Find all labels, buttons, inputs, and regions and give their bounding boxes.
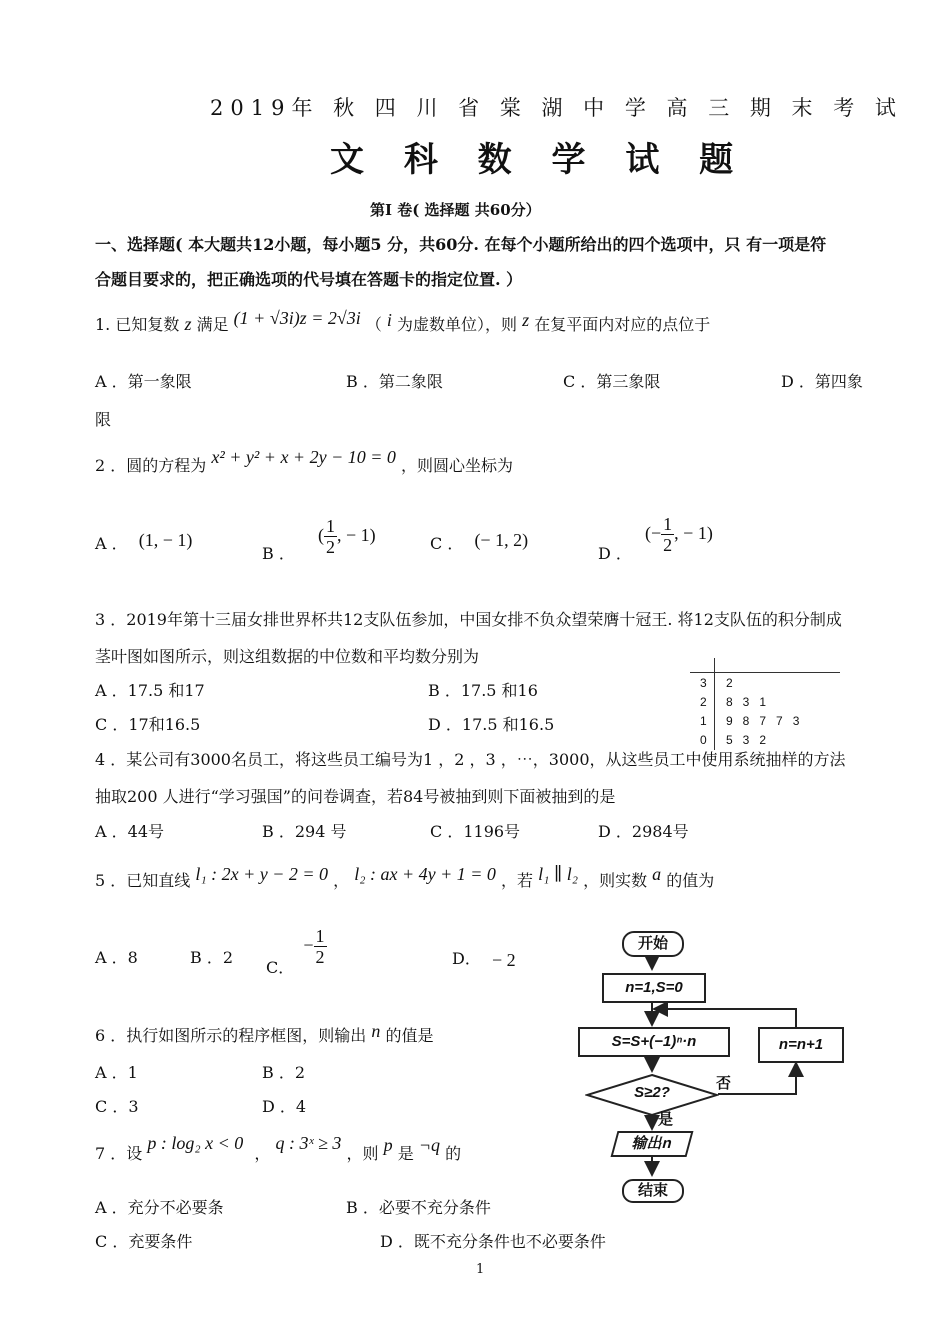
q2-text: 2 ．圆的方程为 xyxy=(95,456,207,475)
page-number: 1 xyxy=(476,1262,485,1277)
stem-leaf-plot xyxy=(690,658,860,750)
question-2 xyxy=(95,447,513,476)
q5-c-label: C． xyxy=(266,958,295,977)
q6-option-a: A ．1 xyxy=(95,1063,138,1082)
q5-line-l2: l₂ : ax + 4y + 1 = 0 xyxy=(354,864,496,884)
q3-option-c: C ．17和16.5 xyxy=(95,715,201,734)
q5-a: a xyxy=(652,864,662,884)
q2-d-denominator: 2 xyxy=(663,535,673,555)
q7-p: p xyxy=(383,1135,393,1155)
q5-c-sign: − xyxy=(303,935,314,955)
q3-option-b: B ．17.5 和16 xyxy=(428,681,538,700)
q4-option-d: D ．2984号 xyxy=(598,822,689,841)
q6-n: n xyxy=(371,1021,381,1041)
page-title: 文 科 数 学 试 题 xyxy=(330,140,748,180)
stem-value: 3 xyxy=(700,676,707,690)
q7-not-q: ¬q xyxy=(418,1135,440,1155)
q2-text: ，则圆心坐标为 xyxy=(400,456,513,475)
q2-option-d xyxy=(598,514,713,563)
q7-p-definition: p : log₂ x < 0 xyxy=(147,1133,244,1153)
flowchart-condition: S≥2? xyxy=(634,1084,670,1101)
q2-b-label: B ． xyxy=(262,544,295,563)
q7-text: ，则 xyxy=(346,1144,379,1163)
instructions-line-2: 合题目要求的，把正确选项的代号填在答题卡的指定位置. ） xyxy=(95,270,523,289)
q2-option-b: B ． ( $\frac{1}{2}$ , − 1) xyxy=(262,516,376,563)
flowchart-update-s: S=S+(−1)ⁿ·n xyxy=(578,1027,730,1057)
q1-text: （ xyxy=(365,315,382,334)
q5-parallel: l₁ ∥ l₂ xyxy=(538,864,578,884)
q5-option-d xyxy=(452,948,516,969)
leaf-values: 2 xyxy=(726,676,733,690)
leaf-values: 9 8 7 7 3 xyxy=(726,714,800,728)
q2-d-pre: (− xyxy=(645,523,662,543)
q1-option-a: A ．第一象限 xyxy=(95,372,192,391)
q5-c-denominator: 2 xyxy=(315,947,325,967)
question-7 xyxy=(95,1133,462,1164)
q1-i: i xyxy=(386,310,392,330)
q1-text: 在复平面内对应的点位于 xyxy=(534,315,711,334)
q5-option-a: A ．8 xyxy=(95,948,138,967)
flowchart-yes-label: 是 xyxy=(658,1110,674,1128)
q1-text: 1. 已知复数 xyxy=(95,315,180,334)
leaf-values: 8 3 1 xyxy=(726,695,767,709)
q5-line-l1: l₁ : 2x + y − 2 = 0 xyxy=(195,864,329,884)
q2-b-denominator: 2 xyxy=(325,537,335,557)
q1-option-d-cont: 限 xyxy=(95,410,112,429)
question-5 xyxy=(95,864,715,891)
q5-d-label: D． xyxy=(452,949,481,968)
q2-a-value: (1, − 1) xyxy=(138,530,193,550)
leaf-values: 5 3 2 xyxy=(726,733,767,747)
q5-text: ， xyxy=(333,871,350,890)
q5-text: 的值为 xyxy=(666,871,715,890)
part-heading: 第I 卷( 选择题 共60分） xyxy=(370,201,541,219)
q1-text: 满足 xyxy=(196,315,229,334)
instructions-line-1: 一、选择题( 本大题共12小题，每小题5 分，共60分. 在每个小题所给出的四个选项中，只 有一项是符 xyxy=(95,235,827,254)
q2-c-label: C ． xyxy=(430,534,464,553)
flowchart-init: n=1,S=0 xyxy=(602,973,706,1003)
flowchart-end: 结束 xyxy=(622,1179,684,1203)
q2-a-label: A ． xyxy=(95,534,128,553)
q2-d-numerator: 1 xyxy=(663,514,673,534)
q5-c-numerator: 1 xyxy=(315,926,325,946)
question-1 xyxy=(95,308,711,335)
flowchart-update-n: n=n+1 xyxy=(758,1027,844,1063)
q1-option-d: D ．第四象 xyxy=(781,372,863,391)
q4-option-a: A ．44号 xyxy=(95,822,165,841)
q3-option-d: D ．17.5 和16.5 xyxy=(428,715,555,734)
q2-equation: x² + y² + x + 2y − 10 = 0 xyxy=(211,447,396,467)
q6-text: 6 ．执行如图所示的程序框图，则输出 xyxy=(95,1026,367,1045)
q1-text: 为虚数单位），则 xyxy=(397,315,518,334)
flowchart-output: 输出n xyxy=(611,1131,694,1157)
q7-text: 7 ．设 xyxy=(95,1144,143,1163)
q7-option-c: C ．充要条件 xyxy=(95,1232,193,1251)
q7-q-definition: q : 3ˣ ≥ 3 xyxy=(275,1133,342,1153)
q4-line-1: 4 ．某公司有3000名员工，将这些员工编号为1 ，2 ，3 ，⋯，3000，从这些员工中使用系统抽样的方法 xyxy=(95,750,846,769)
q3-line-1: 3 ．2019年第十三届女排世界杯共12支队伍参加，中国女排不负众望荣膺十冠王. 将12支队伍的积分制成 xyxy=(95,610,842,629)
q2-b-rest: , − 1) xyxy=(336,525,376,545)
q6-option-b: B ．2 xyxy=(262,1063,306,1082)
q1-option-b: B ．第二象限 xyxy=(346,372,443,391)
q5-option-b: B ．2 xyxy=(190,948,234,967)
q3-line-2: 茎叶图如图所示，则这组数据的中位数和平均数分别为 xyxy=(95,647,480,666)
q7-option-b: B ．必要不充分条件 xyxy=(346,1198,491,1217)
q7-comma: ， xyxy=(254,1144,271,1163)
flowchart-connectors xyxy=(570,925,860,1205)
q7-option-d: D ．既不充分条件也不必要条件 xyxy=(380,1232,606,1251)
school-line: 2019年 秋 四 川 省 棠 湖 中 学 高 三 期 末 考 试 xyxy=(210,96,903,120)
q2-option-c xyxy=(430,530,529,554)
stem-value: 1 xyxy=(700,714,707,728)
q2-d-label: D ． xyxy=(598,544,632,563)
q5-option-c xyxy=(266,926,327,977)
q7-text: 的 xyxy=(445,1144,462,1163)
q5-text: 5 ．已知直线 xyxy=(95,871,191,890)
q2-d-rest: , − 1) xyxy=(674,523,713,543)
q5-text: ，则实数 xyxy=(583,871,648,890)
stem-value: 2 xyxy=(700,695,707,709)
q6-option-d: D ．4 xyxy=(262,1097,307,1116)
q5-d-value: − 2 xyxy=(491,950,516,970)
flowchart-no-label: 否 xyxy=(716,1074,732,1092)
flowchart xyxy=(570,925,860,1205)
q5-text: ，若 xyxy=(501,871,534,890)
q7-text: 是 xyxy=(397,1144,414,1163)
question-6 xyxy=(95,1021,434,1046)
q1-option-c: C ．第三象限 xyxy=(563,372,661,391)
q2-c-value: (− 1, 2) xyxy=(474,530,529,550)
q2-b-numerator: 1 xyxy=(325,516,335,536)
q4-line-2: 抽取200 人进行“学习强国”的问卷调查，若84号被抽到则下面被抽到的是 xyxy=(95,787,616,806)
q3-option-a: A ．17.5 和17 xyxy=(95,681,205,700)
q1-equation: (1 + √3i)z = 2√3i xyxy=(233,308,361,328)
q2-option-a xyxy=(95,530,193,554)
q4-option-b: B ．294 号 xyxy=(262,822,347,841)
q1-z: z xyxy=(522,310,530,330)
flowchart-start: 开始 xyxy=(622,931,684,957)
q1-z: z xyxy=(184,314,192,334)
stem-value: 0 xyxy=(700,733,707,747)
q6-option-c: C ．3 xyxy=(95,1097,139,1116)
q7-option-a: A ．充分不必要条 xyxy=(95,1198,224,1217)
q4-option-c: C ．1196号 xyxy=(430,822,521,841)
q6-text: 的值是 xyxy=(385,1026,434,1045)
